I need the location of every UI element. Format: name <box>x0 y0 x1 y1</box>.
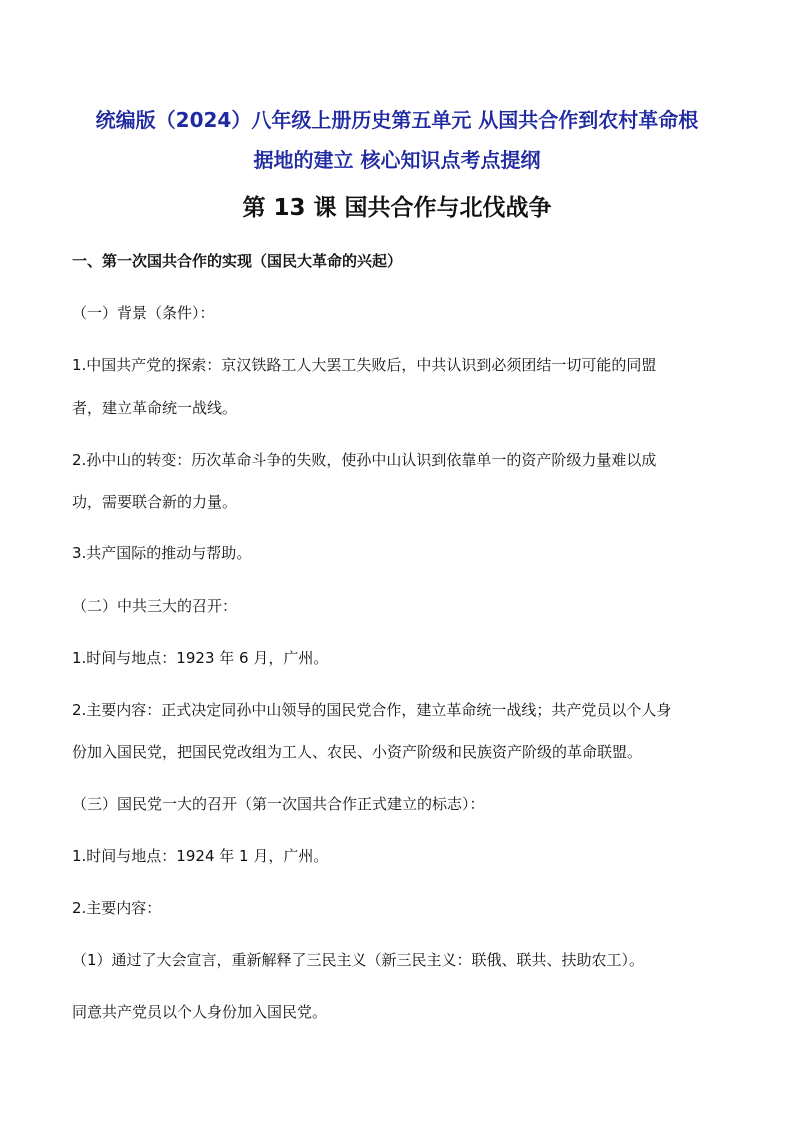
paragraph-1-line-1: 1.中国共产党的探索：京汉铁路工人大罢工失败后，中共认识到必须团结一切可能的同盟 <box>72 356 657 374</box>
subsection-heading-background: （一）背景（条件）： <box>72 304 215 322</box>
paragraph-8: （1）通过了大会宣言，重新解释了三民主义（新三民主义：联俄、联共、扶助农工）。 <box>72 951 645 969</box>
subsection-heading-kmt-congress: （三）国民党一大的召开（第一次国共合作正式建立的标志）： <box>72 795 485 813</box>
paragraph-6: 1.时间与地点：1924 年 1 月，广州。 <box>72 847 329 865</box>
paragraph-2-line-1: 2.孙中山的转变：历次革命斗争的失败，使孙中山认识到依靠单一的资产阶级力量难以成 <box>72 451 657 469</box>
subsection-heading-third-congress: （二）中共三大的召开： <box>72 597 238 615</box>
paragraph-5-line-1: 2.主要内容：正式决定同孙中山领导的国民党合作，建立革命统一战线；共产党员以个人身 <box>72 701 672 719</box>
paragraph-1-line-2: 者，建立革命统一战线。 <box>72 399 238 417</box>
paragraph-3: 3.共产国际的推动与帮助。 <box>72 544 252 562</box>
paragraph-7: 2.主要内容： <box>72 899 162 917</box>
lesson-title: 第 13 课 国共合作与北伐战争 <box>242 195 552 221</box>
section-heading-1: 一、第一次国共合作的实现（国民大革命的兴起） <box>72 252 403 270</box>
paragraph-2-line-2: 功，需要联合新的力量。 <box>72 493 238 511</box>
document-title-line-1: 统编版（2024）八年级上册历史第五单元 从国共合作到农村革命根 <box>95 108 699 132</box>
paragraph-9: 同意共产党员以个人身份加入国民党。 <box>72 1003 328 1021</box>
paragraph-5-line-2: 份加入国民党，把国民党改组为工人、农民、小资产阶级和民族资产阶级的革命联盟。 <box>72 743 643 761</box>
document-title-line-2: 据地的建立 核心知识点考点提纲 <box>253 148 541 172</box>
paragraph-4: 1.时间与地点：1923 年 6 月，广州。 <box>72 649 329 667</box>
